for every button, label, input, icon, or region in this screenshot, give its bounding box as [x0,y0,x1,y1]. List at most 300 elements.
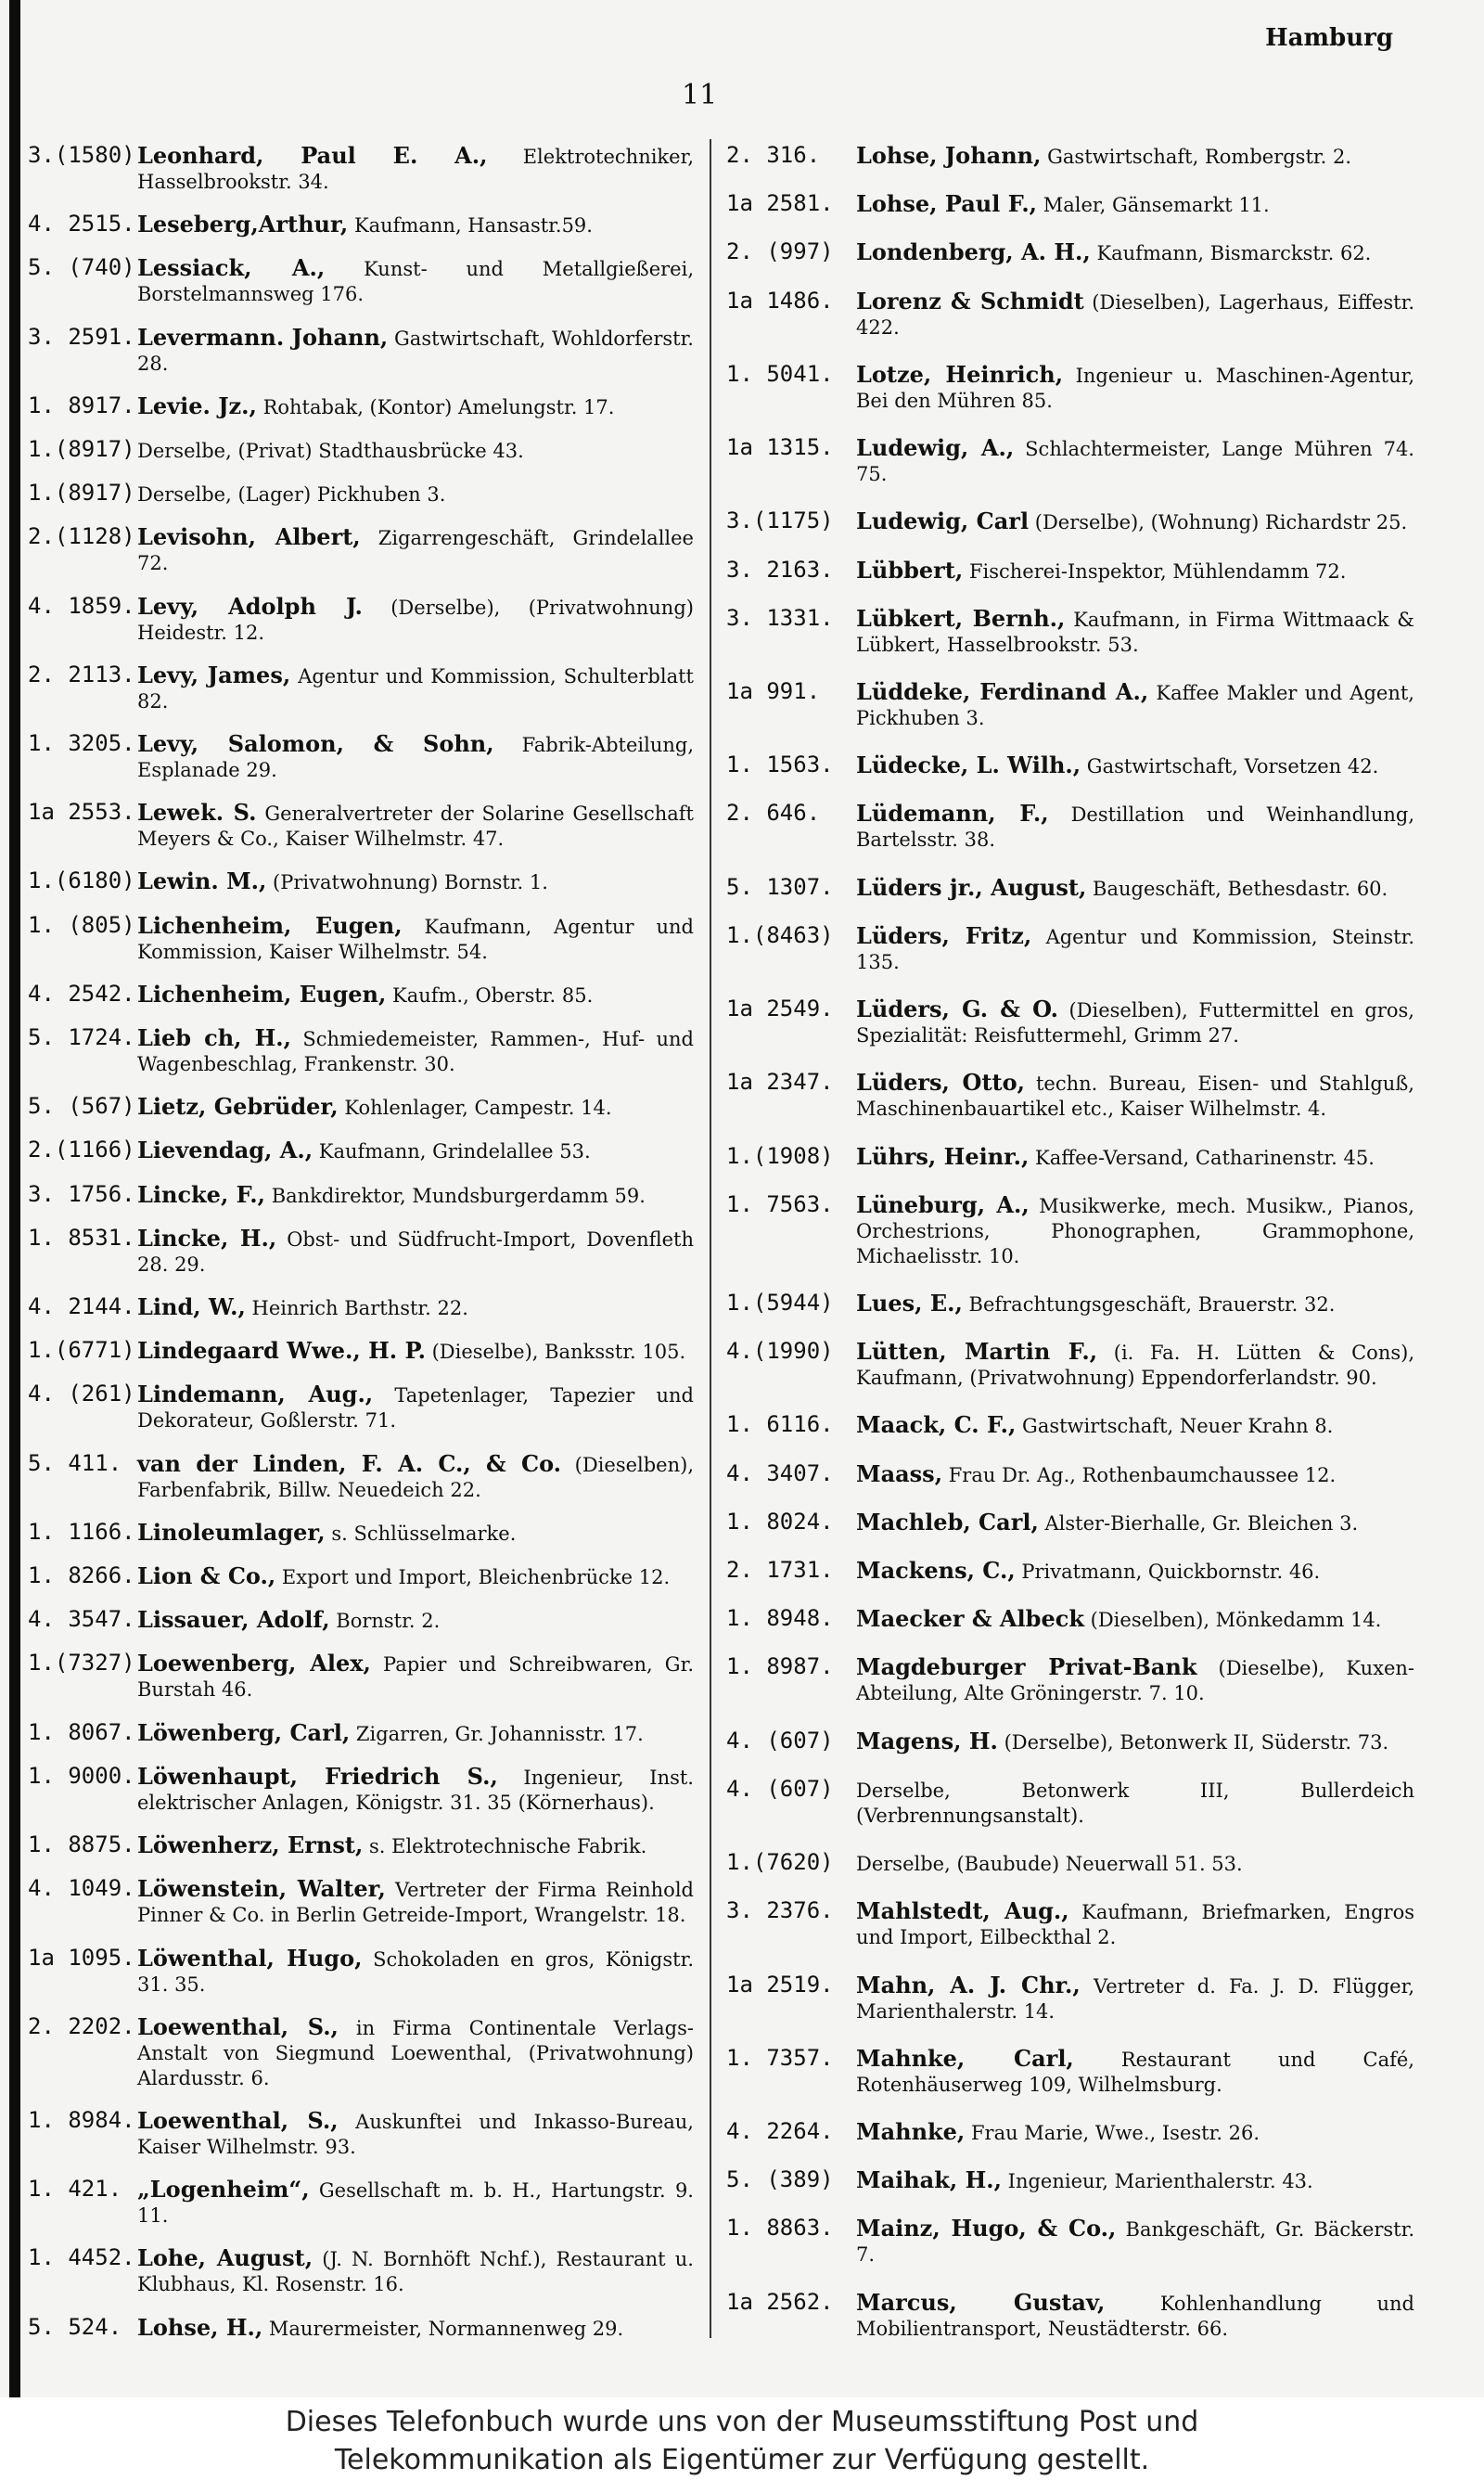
subscriber-name: Lohse, Paul F., [856,190,1038,218]
directory-entry [28,594,694,646]
entry-body [137,325,694,377]
entry-body [856,1144,1414,1171]
entry-body [856,679,1414,731]
subscriber-name: Lüders, Fritz, [856,921,1032,949]
subscriber-details: Baugeschäft, Bethesdastr. 60. [1093,877,1388,900]
subscriber-details: Bankdirektor, Mundsburgerdamm 59. [271,1184,646,1207]
phone-number: 4. (607) [726,1727,834,1754]
phone-number: 1. 8531. [28,1224,135,1251]
subscriber-details: (Dieselben), Farbenfabrik, Billw. Neuedeich 22. [137,1453,694,1501]
directory-entry [726,996,1414,1048]
subscriber-details: (i. Fa. H. Lütten & Cons), Kaufmann, (Privatwohnung) Eppendorferlandstr. 90. [856,1342,1414,1390]
subscriber-name: Lotze, Heinrich, [856,360,1064,388]
phone-number: 1. 7357. [726,2044,834,2071]
entry-body [137,255,694,307]
phone-number: 4. 2542. [28,980,135,1007]
subscriber-details: Gesellschaft m. b. H., Hartungstr. 9. 11. [137,2179,694,2228]
directory-entry [28,1381,694,1433]
phone-number: 2.(1128) [28,523,135,550]
directory-entry [28,2108,694,2160]
subscriber-details: techn. Bureau, Eisen- und Stahlguß, Maschinenbauartikel etc., Kaiser Wilhelmstr. 4. [856,1073,1414,1121]
phone-number: 1. 4452. [28,2244,135,2271]
subscriber-details: Musikwerke, mech. Musikw., Pianos, Orchestrions, Phonographen, Grammophone, Michaelisstr. 10. [856,1194,1414,1267]
book-binding-edge [9,0,20,2397]
directory-entry [28,1025,694,1077]
directory-entry [726,1777,1414,1829]
phone-number: 4. 1049. [28,1875,135,1902]
subscriber-name: Maihak, H., [856,2166,1002,2194]
subscriber-details: Maler, Gänsemarkt 11. [1043,194,1270,217]
subscriber-details: Kohlenlager, Campestr. 14. [344,1097,612,1120]
directory-entry [726,1192,1414,1269]
entry-body [137,1607,694,1634]
subscriber-details: Kaufmann, in Firma Wittmaack & Lübkert, Hasselbrookstr. 53. [856,608,1414,656]
subscriber-name: Levisohn, Albert, [137,523,361,551]
subscriber-details: Export und Import, Bleichenbrücke 12. [281,1566,671,1589]
column-divider [710,139,711,2338]
directory-entry [28,2315,694,2342]
entry-body [137,1563,694,1590]
entry-body [137,1720,694,1747]
directory-entry [28,481,694,508]
subscriber-name: Levy, James, [137,661,291,688]
subscriber-name: Ludewig, Carl [856,508,1030,535]
subscriber-name: Marcus, Gustav, [856,2288,1106,2316]
subscriber-details: Bankgeschäft, Gr. Bäckerstr. 7. [856,2218,1414,2267]
directory-entry [28,800,694,852]
phone-number: 1. 6116. [726,1411,834,1438]
directory-entry [726,1412,1414,1439]
directory-entry [726,1654,1414,1706]
subscriber-details: Fischerei-Inspektor, Mühlendamm 72. [968,559,1347,583]
subscriber-name: Mainz, Hugo, & Co., [856,2215,1117,2242]
phone-number: 1. (805) [28,911,135,938]
subscriber-details: Schokoladen en gros, Königstr. 31. 35. [137,1947,694,1996]
directory-entry [28,1876,694,1928]
phone-number: 1a 2581. [726,190,834,217]
directory-entry [28,2245,694,2297]
directory-entry [28,1338,694,1365]
entry-body [856,752,1414,779]
phone-number: 1. 421. [28,2176,122,2203]
directory-entry [726,1291,1414,1317]
phone-number: 1. 9000. [28,1762,135,1789]
subscriber-name: Lissauer, Adolf, [137,1606,330,1634]
directory-entry [726,752,1414,779]
directory-entry [28,212,694,238]
phone-number: 1a 2553. [28,799,135,826]
entry-body [856,362,1414,414]
entry-body [856,606,1414,658]
subscriber-details: Papier und Schreibwaren, Gr. Burstah 46. [137,1653,694,1702]
subscriber-name: Lübbert, [856,556,964,584]
header-city: Hamburg [1265,24,1393,52]
subscriber-details: Agentur und Kommission, Steinstr. 135. [856,925,1414,973]
subscriber-details: Destillation und Weinhandlung, Bartelsstr. 38. [856,803,1414,852]
entry-body [137,393,694,420]
entry-body [137,524,694,576]
entry-body [856,239,1414,266]
phone-number: 2.(1166) [28,1137,135,1163]
subscriber-details: Kaufmann, Bismarckstr. 62. [1096,242,1372,265]
entry-body [856,1558,1414,1585]
subscriber-name: Lührs, Heinr., [856,1142,1030,1170]
phone-number: 1. 8987. [726,1653,834,1680]
subscriber-name: Löwenherz, Ernst, [137,1831,364,1859]
subscriber-details: Derselbe, (Privat) Stadthausbrücke 43. [137,440,524,463]
phone-number: 1.(6771) [28,1337,135,1364]
phone-number: 1. 8024. [726,1508,834,1535]
subscriber-details: Frau Dr. Ag., Rothenbaumchaussee 12. [948,1463,1337,1486]
entry-body [137,1520,694,1547]
subscriber-name: Lues, E., [856,1289,963,1317]
directory-entry [28,1832,694,1859]
directory-entry [726,435,1414,487]
directory-entry [726,606,1414,658]
subscriber-details: (Derselbe), (Wohnung) Richardstr 25. [1034,511,1408,534]
subscriber-details: Derselbe, (Baubude) Neuerwall 51. 53. [856,1853,1243,1876]
phone-number: 1. 8067. [28,1718,135,1745]
directory-entry [726,2167,1414,2194]
subscriber-details: Schlachtermeister, Lange Mühren 74. 75. [856,438,1414,486]
entry-body [137,1094,694,1121]
phone-number: 3.(1580) [28,142,135,168]
subscriber-name: Linoleumlager, [137,1518,326,1546]
phone-number: 1.(7327) [28,1650,135,1677]
phone-number: 4. 2264. [726,2118,834,2144]
phone-number: 2. 2202. [28,2012,135,2039]
entry-body [137,594,694,646]
subscriber-name: Lion & Co., [137,1562,276,1590]
phone-number: 1a 2549. [726,996,834,1022]
entry-body [856,1070,1414,1122]
phone-number: 4. 2515. [28,211,135,238]
subscriber-name: Lincke, F., [137,1180,265,1208]
subscriber-name: Löwenberg, Carl, [137,1718,351,1746]
subscriber-details: Kunst- und Metallgießerei, Borstelmannsweg 176. [137,258,694,306]
subscriber-name: Lüdemann, F., [856,800,1049,828]
phone-number: 3. 2163. [726,556,834,583]
directory-entry [726,1972,1414,2024]
entry-body [137,982,694,1009]
subscriber-name: Lüdecke, L. Wilh., [856,752,1081,779]
entry-body [137,1946,694,1998]
subscriber-name: Maack, C. F., [856,1411,1017,1439]
right-column [726,143,1414,2342]
subscriber-details: Maurermeister, Normannenweg 29. [268,2317,624,2340]
phone-number: 1. 1563. [726,752,834,778]
entry-body [137,2177,694,2229]
phone-number: 2. 646. [726,800,821,827]
entry-body [137,143,694,195]
phone-number: 1a 1486. [726,287,834,314]
subscriber-name: Löwenhaupt, Friedrich S., [137,1762,498,1790]
subscriber-name: Mahlstedt, Aug., [856,1897,1069,1925]
phone-number: 1a 2519. [726,1971,834,1998]
subscriber-name: Löwenstein, Walter, [137,1875,386,1903]
subscriber-details: (Dieselbe), Kuxen-Abteilung, Alte Gröningerstr. 7. 10. [856,1657,1414,1705]
subscriber-details: Agentur und Kommission, Schulterblatt 82. [137,664,694,713]
subscriber-details: Auskunftei und Inkasso-Bureau, Kaiser Wilhelmstr. 93. [137,2110,694,2158]
entry-body [856,1777,1414,1829]
subscriber-name: Lewek. S. [137,799,257,827]
phone-number: 3. 1756. [28,1180,135,1207]
entry-body [856,558,1414,585]
directory-entry [28,325,694,377]
directory-entry [726,1144,1414,1171]
phone-number: 1.(1908) [726,1142,834,1169]
directory-entry [726,1461,1414,1488]
directory-entry [726,362,1414,414]
phone-number: 1.(8917) [28,436,135,463]
subscriber-details: Rohtabak, (Kontor) Amelungstr. 17. [262,395,615,418]
subscriber-details: Vertreter der Firma Reinhold Pinner & Co. in Berlin Getreide-Import, Wrangelstr. 18. [137,1879,694,1927]
subscriber-details: Gastwirtschaft, Rombergstr. 2. [1047,146,1352,168]
entry-body [856,1510,1414,1536]
subscriber-details: Zigarrengeschäft, Grindelallee 72. [137,527,694,575]
subscriber-details: Vertreter d. Fa. J. D. Flügger, Marienthalerstr. 14. [856,1974,1415,2023]
subscriber-name: Lohse, Johann, [856,142,1042,169]
subscriber-details: Derselbe, (Lager) Pickhuben 3. [137,483,446,507]
entry-body [856,801,1414,853]
directory-entry [726,2046,1414,2098]
phone-number: 1.(8917) [28,480,135,507]
entry-body [856,2046,1414,2098]
entry-body [137,2245,694,2297]
subscriber-name: Levermann. Johann, [137,323,389,351]
phone-number: 4. (261) [28,1381,135,1407]
entry-body [856,1461,1414,1488]
left-column [28,143,694,2342]
phone-number: 1. 5041. [726,360,834,387]
subscriber-details: Kaffee-Versand, Catharinenstr. 45. [1035,1146,1375,1169]
subscriber-name: Lietz, Gebrüder, [137,1093,339,1121]
phone-number: 4.(1990) [726,1338,834,1365]
phone-number: 1a 1315. [726,434,834,461]
directory-entry [726,875,1414,902]
subscriber-name: Leonhard, Paul E. A., [137,142,488,169]
subscriber-details: Alster-Bierhalle, Gr. Bleichen 3. [1044,1511,1359,1535]
directory-entry [28,1451,694,1503]
directory-entry [726,801,1414,853]
phone-number: 1. 8948. [726,1605,834,1632]
directory-entry [726,143,1414,170]
subscriber-name: „Logenheim“, [137,2176,310,2204]
directory-entry [28,143,694,195]
entry-body [856,923,1414,975]
phone-number: 1a 2347. [726,1069,834,1096]
subscriber-name: Loewenthal, S., [137,2106,339,2134]
subscriber-name: Lütten, Martin F., [856,1338,1098,1366]
subscriber-name: Maass, [856,1459,943,1487]
directory-entry [726,289,1414,341]
entry-body [856,2216,1414,2268]
subscriber-name: Levie. Jz., [137,392,257,419]
subscriber-name: Lüders, Otto, [856,1069,1025,1097]
subscriber-name: Ludewig, A., [856,434,1015,462]
phone-number: 4. 3547. [28,1606,135,1633]
entry-body [856,1898,1414,1950]
directory-entry [726,1850,1414,1877]
subscriber-details: Ingenieur u. Maschinen-Agentur, Bei den Mühren 85. [856,364,1414,412]
subscriber-details: Ingenieur, Inst. elektrischer Anlagen, Königstr. 31. 35 (Körnerhaus). [137,1766,694,1814]
phone-number: 5. 1307. [726,873,834,900]
entry-body [856,2119,1414,2146]
directory-entry [28,731,694,783]
subscriber-name: Lichenheim, Eugen, [137,911,403,939]
phone-number: 1.(8463) [726,921,834,948]
entry-body [856,1654,1414,1706]
entry-body [856,1291,1414,1317]
subscriber-name: Londenberg, A. H., [856,238,1091,266]
entry-body [856,508,1414,535]
directory-entry [726,1558,1414,1585]
phone-number: 5. (389) [726,2166,834,2193]
page-number: 11 [682,79,718,111]
subscriber-name: Lewin. M., [137,867,267,895]
subscriber-name: Lohe, August, [137,2244,313,2272]
subscriber-details: Schmiedemeister, Rammen-, Huf- und Wagenbeschlag, Frankenstr. 30. [137,1028,694,1076]
subscriber-name: Löwenthal, Hugo, [137,1944,363,1972]
subscriber-name: Loewenberg, Alex, [137,1650,371,1677]
directory-entry [28,1764,694,1816]
subscriber-details: Restaurant und Café, Rotenhäuserweg 109, Wilhelmsburg. [856,2048,1414,2096]
phone-number: 2. 1731. [726,1557,834,1584]
phone-number: 1. 8984. [28,2106,135,2133]
entry-body [137,1451,694,1503]
subscriber-details: Generalvertreter der Solarine Gesellschaft Meyers & Co., Kaiser Wilhelmstr. 47. [137,803,694,851]
subscriber-name: Lindegaard Wwe., H. P. [137,1337,426,1365]
directory-entry [28,1946,694,1998]
subscriber-details: Elektrotechniker, Hasselbrookstr. 34. [137,146,694,193]
subscriber-details: Kaffee Makler und Agent, Pickhuben 3. [856,681,1414,729]
phone-number: 3. 2376. [726,1897,834,1924]
entry-body [856,996,1414,1048]
entry-body [856,1192,1414,1269]
subscriber-details: Ingenieur, Marienthalerstr. 43. [1007,2170,1313,2193]
entry-body [856,1606,1414,1633]
subscriber-name: Loewenthal, S., [137,2012,339,2040]
directory-entry [726,679,1414,731]
phone-number: 1. 8266. [28,1562,135,1589]
subscriber-name: Lüneburg, A., [856,1190,1030,1218]
directory-entry [28,1720,694,1747]
directory-entry [28,982,694,1009]
entry-body [137,662,694,714]
entry-body [856,875,1414,902]
phone-number: 1.(5944) [726,1289,834,1316]
entry-body [856,1972,1414,2024]
subscriber-name: Lübkert, Bernh., [856,604,1066,632]
entry-body [137,800,694,852]
entry-body [856,2290,1414,2342]
directory-entry [726,1070,1414,1122]
subscriber-name: Lichenheim, Eugen, [137,980,387,1008]
directory-entry [28,393,694,420]
phone-number: 5. (567) [28,1093,135,1120]
subscriber-details: Privatmann, Quickbornstr. 46. [1021,1561,1321,1584]
entry-body [137,1764,694,1816]
directory-entry [28,2177,694,2229]
entry-body [137,2014,694,2091]
entry-body [137,1338,694,1365]
subscriber-name: Lievendag, A., [137,1137,313,1164]
entry-body [856,1339,1414,1391]
subscriber-name: Lorenz & Schmidt [856,287,1084,315]
subscriber-details: s. Schlüsselmarke. [331,1522,517,1545]
entry-body [137,913,694,965]
subscriber-details: Kaufmann, Grindelallee 53. [318,1140,591,1163]
subscriber-details: Frau Marie, Wwe., Isestr. 26. [970,2122,1260,2144]
phone-number: 1. 8863. [726,2215,834,2242]
directory-entry [726,2119,1414,2146]
directory-entry [28,1094,694,1121]
subscriber-details: Kaufmann, Agentur und Kommission, Kaiser Wilhelmstr. 54. [137,915,694,963]
subscriber-details: Fabrik-Abteilung, Esplanade 29. [137,734,694,782]
phone-number: 1. 8917. [28,392,135,418]
entry-body [137,437,694,464]
phone-number: 4. (607) [726,1775,834,1802]
phone-number: 4. 1859. [28,592,135,619]
directory-entry [28,1137,694,1164]
directory-entry [28,1182,694,1209]
entry-body [856,143,1414,170]
directory-entry [28,868,694,895]
phone-number: 1. 3205. [28,730,135,757]
subscriber-name: van der Linden, F. A. C., & Co. [137,1449,562,1477]
directory-entry [28,255,694,307]
phone-number: 1a 2562. [726,2288,834,2315]
subscriber-name: Lincke, H., [137,1224,277,1252]
subscriber-details: Bornstr. 2. [336,1610,441,1633]
phone-number: 3. 2591. [28,323,135,350]
phone-number: 3. 1331. [726,604,834,631]
subscriber-name: Lüddeke, Ferdinand A., [856,677,1149,705]
entry-body [137,731,694,783]
subscriber-name: Mahnke, Carl, [856,2044,1074,2072]
subscriber-details: Gastwirtschaft, Neuer Krahn 8. [1022,1415,1334,1438]
subscriber-details: Kaufmann, Briefmarken, Engros und Import, Eilbeckthal 2. [856,1901,1414,1949]
entry-body [137,1381,694,1433]
directory-entry [28,662,694,714]
subscriber-details: (J. N. Bornhöft Nchf.), Restaurant u. Klubhaus, Kl. Rosenstr. 16. [137,2248,694,2296]
subscriber-details: (Dieselben), Futtermittel en gros, Spezialität: Reisfuttermehl, Grimm 27. [856,999,1414,1047]
directory-entry [28,524,694,576]
directory-entry [28,1563,694,1590]
directory-entry [726,2290,1414,2342]
phone-number: 5. (740) [28,254,135,281]
phone-number: 5. 524. [28,2313,122,2340]
phone-number: 1.(6180) [28,867,135,894]
entry-body [137,1294,694,1321]
subscriber-details: Kaufm., Oberstr. 85. [392,983,594,1007]
entry-body [137,1182,694,1209]
directory-entry [726,191,1414,218]
subscriber-details: Gastwirtschaft, Wohldorferstr. 28. [137,327,694,375]
footer-line-1: Dieses Telefonbuch wurde uns von der Museumsstiftung Post und [285,2406,1199,2438]
entry-body [137,2108,694,2160]
phone-number: 3.(1175) [726,508,834,534]
subscriber-name: Levy, Salomon, & Sohn, [137,730,494,758]
directory-entry [726,1898,1414,1950]
subscriber-name: Lohse, H., [137,2313,263,2341]
subscriber-details: Obst- und Südfrucht-Import, Dovenfleth 28. 29. [137,1227,694,1276]
entry-body [137,1025,694,1077]
subscriber-details: Kaufmann, Hansastr.59. [353,214,593,238]
subscriber-name: Mackens, C., [856,1557,1016,1585]
phone-number: 2. 316. [726,142,821,168]
subscriber-details: Befrachtungsgeschäft, Brauerstr. 32. [968,1292,1336,1316]
